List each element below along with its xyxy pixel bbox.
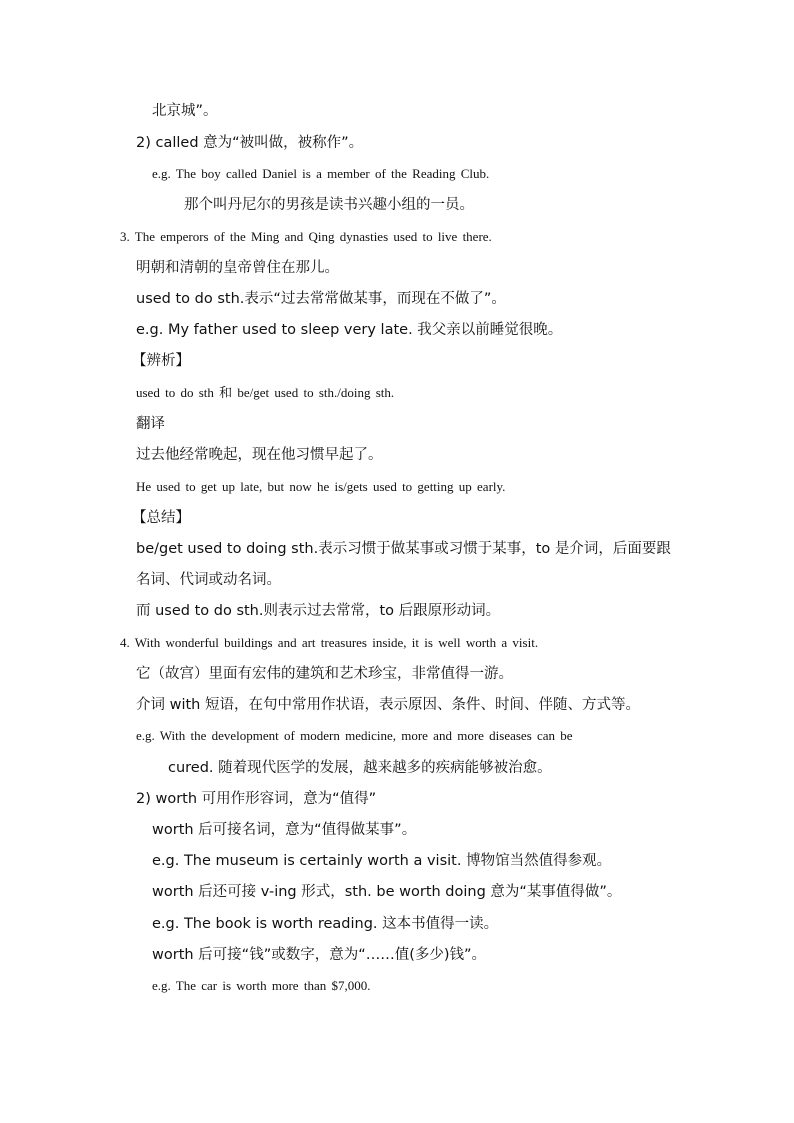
text-line: 2) called 意为“被叫做，被称作”。 xyxy=(136,135,364,151)
text-line: 翻译 xyxy=(136,416,165,432)
text-line: e.g. The boy called Daniel is a member of the Reading Club. xyxy=(152,166,490,181)
text-line: 介词 with 短语，在句中常用作状语，表示原因、条件、时间、伴随、方式等。 xyxy=(136,697,640,713)
text-line: 北京城”。 xyxy=(152,103,218,119)
text-line: used to do sth 和 be/get used to sth./doing sth. xyxy=(136,385,395,400)
text-line: 2) worth 可用作形容词，意为“值得” xyxy=(136,791,377,807)
section-heading: 【总结】 xyxy=(132,510,190,526)
text-line: e.g. My father used to sleep very late. 我父亲以前睡觉很晚。 xyxy=(136,322,563,338)
text-line: 名词、代词或动名词。 xyxy=(136,572,281,588)
text-line: used to do sth.表示“过去常常做某事，而现在不做了”。 xyxy=(136,291,506,307)
text-line: 3. The emperors of the Ming and Qing dynasties used to live there. xyxy=(120,229,492,244)
text-line: worth 后还可接 v-ing 形式，sth. be worth doing 意为“某事值得做”。 xyxy=(152,884,622,900)
text-line: worth 后可接“钱”或数字，意为“……值(多少)钱”。 xyxy=(152,947,487,963)
text-line: 明朝和清朝的皇帝曾住在那儿。 xyxy=(136,260,339,276)
text-line: 它（故宫）里面有宏伟的建筑和艺术珍宝，非常值得一游。 xyxy=(136,666,513,682)
section-heading: 【辨析】 xyxy=(132,353,190,369)
text-line: 那个叫丹尼尔的男孩是读书兴趣小组的一员。 xyxy=(184,197,474,213)
text-line: e.g. The book is worth reading. 这本书值得一读。 xyxy=(152,916,499,932)
text-line: e.g. With the development of modern medicine, more and more diseases can be xyxy=(136,728,573,743)
text-line: 而 used to do sth.则表示过去常常，to 后跟原形动词。 xyxy=(136,603,501,619)
text-line: He used to get up late, but now he is/gets used to getting up early. xyxy=(136,479,506,494)
text-line: cured. 随着现代医学的发展，越来越多的疾病能够被治愈。 xyxy=(168,760,552,776)
text-line: e.g. The car is worth more than $7,000. xyxy=(152,978,371,993)
text-line: worth 后可接名词，意为“值得做某事”。 xyxy=(152,822,417,838)
text-line: e.g. The museum is certainly worth a visit. 博物馆当然值得参观。 xyxy=(152,853,612,869)
text-line: 4. With wonderful buildings and art treasures inside, it is well worth a visit. xyxy=(120,635,539,650)
text-line: 过去他经常晚起，现在他习惯早起了。 xyxy=(136,447,383,463)
text-line: be/get used to doing sth.表示习惯于做某事或习惯于某事，to 是介词，后面要跟 xyxy=(136,541,671,557)
